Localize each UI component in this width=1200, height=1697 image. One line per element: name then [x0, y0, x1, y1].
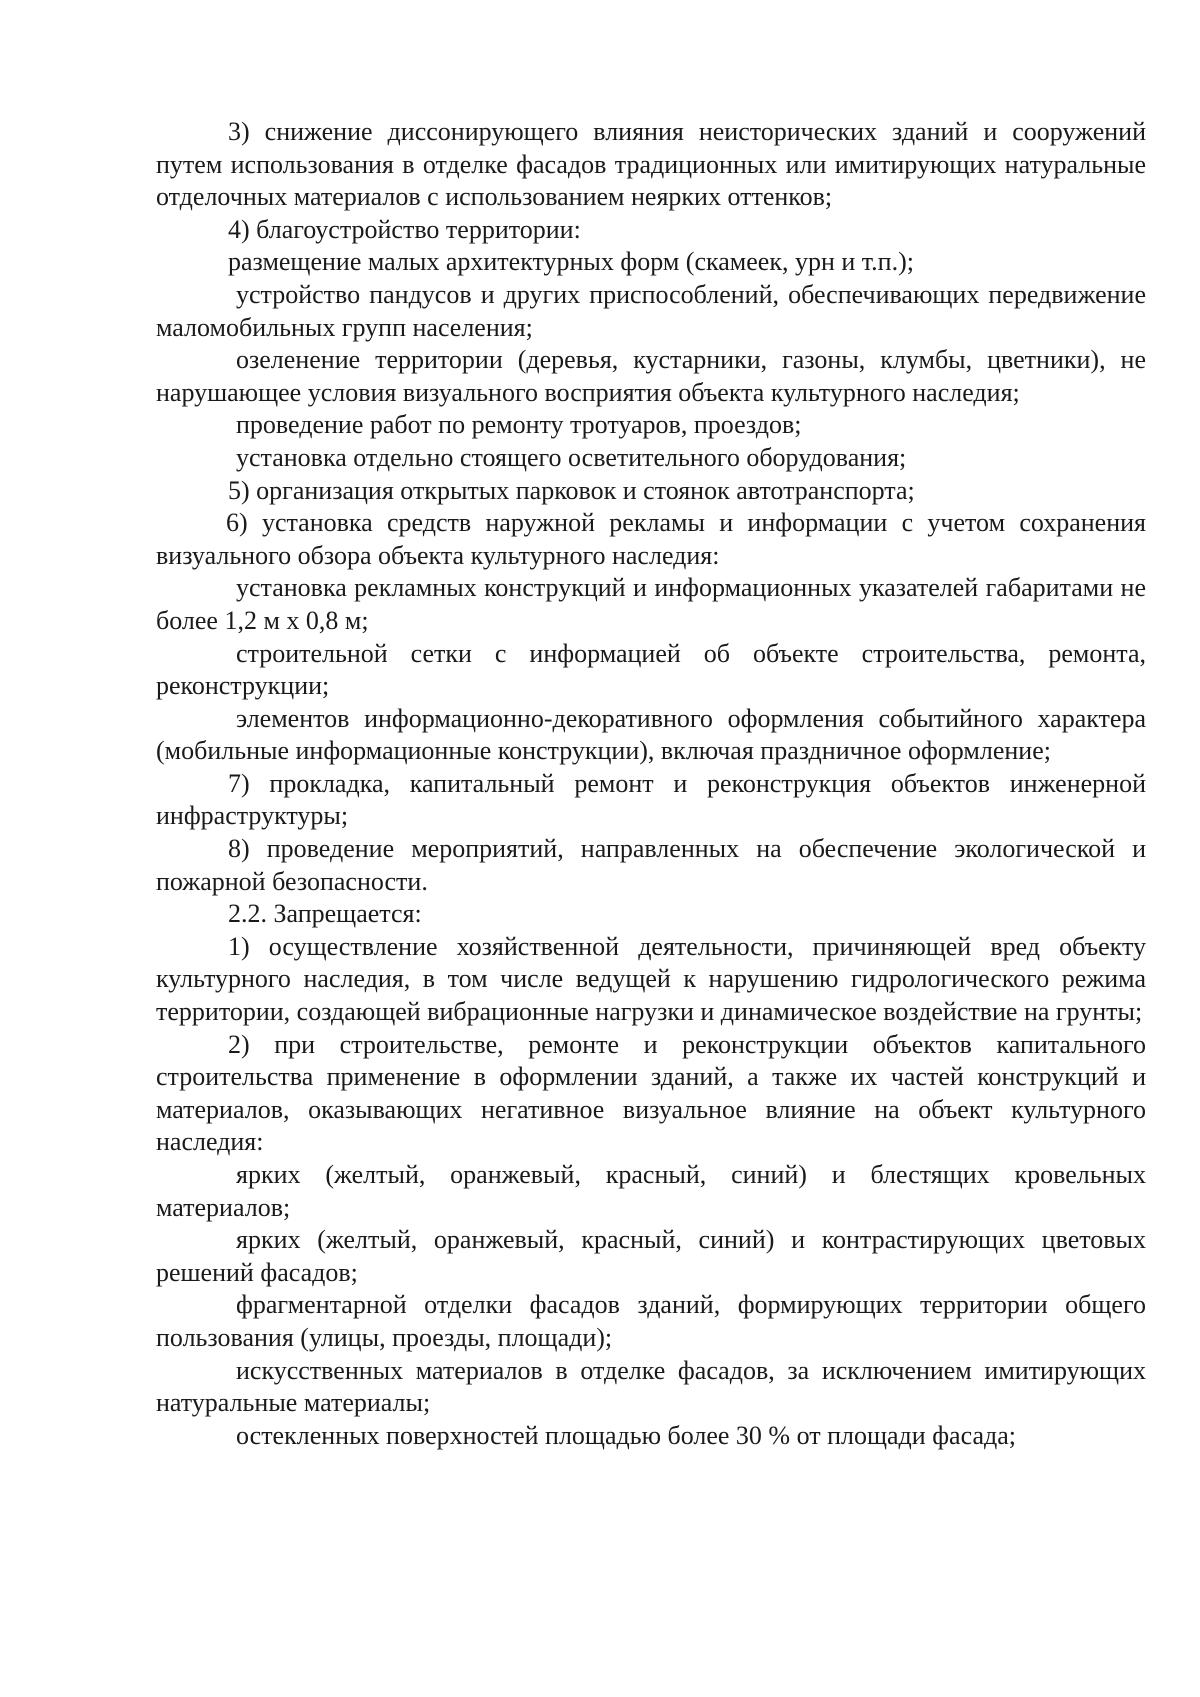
paragraph-ramps: устройство пандусов и других приспособлений, обеспечивающих передвижение маломобильных групп населения; [156, 279, 1146, 342]
paragraph-item-8: 8) проведение мероприятий, направленных на обеспечение экологической и пожарной безопасности. [156, 834, 1146, 896]
paragraph-item-6: 6) установка средств наружной рекламы и информации с учетом сохранения визуального обзора объекта культурного наследия: [156, 508, 1146, 570]
paragraph-ad-structures: установка рекламных конструкций и информационных указателей габаритами не более 1,2 м х 0,8 м; [156, 573, 1146, 635]
paragraph-bright-facades: ярких (желтый, оранжевый, красный, синий) и контрастирующих цветовых решений фасадов; [156, 1225, 1146, 1287]
paragraph-artificial-materials: искусственных материалов в отделке фасадов, за исключением имитирующих натуральные материалы; [156, 1355, 1146, 1418]
paragraph-item-3: 3) снижение диссонирующего влияния неисторических зданий и сооружений путем использования в отделке фасадов традиционных или имитирующих натуральные отделочных материалов с использованием неярких оттенков; [156, 117, 1146, 212]
paragraph-greening: озеленение территории (деревья, кустарники, газоны, клумбы, цветники), не нарушающее условия визуального восприятия объекта культурного наследия; [156, 345, 1146, 407]
paragraph-glazed-surfaces: остекленных поверхностей площадью более 30 % от площади фасада; [236, 1420, 1016, 1450]
paragraph-lighting: установка отдельно стоящего осветительного оборудования; [236, 442, 907, 472]
paragraph-small-forms: размещение малых архитектурных форм (скамеек, урн и т.п.); [228, 247, 914, 277]
section-heading-2-2: 2.2. Запрещается: [228, 899, 422, 929]
paragraph-fragmentary-finish: фрагментарной отделки фасадов зданий, формирующих территории общего пользования (улицы, проезды, площади); [156, 1290, 1146, 1352]
paragraph-item-7: 7) прокладка, капитальный ремонт и реконструкция объектов инженерной инфраструктуры; [156, 768, 1146, 831]
paragraph-item-4: 4) благоустройство территории: [228, 214, 581, 244]
paragraph-prohibited-1: 1) осуществление хозяйственной деятельности, причиняющей вред объекту культурного наследия, в том числе ведущей к нарушению гидрологического режима территории, создающей вибрационные нагрузки и динамическое воздействие на грунты; [156, 931, 1146, 1027]
paragraph-sidewalks: проведение работ по ремонту тротуаров, проездов; [236, 410, 802, 440]
paragraph-item-5: 5) организация открытых парковок и стоянок автотранспорта; [228, 475, 915, 505]
paragraph-bright-roofing: ярких (желтый, оранжевый, красный, синий) и блестящих кровельных материалов; [156, 1160, 1146, 1222]
paragraph-decorative-elements: элементов информационно-декоративного оформления событийного характера (мобильные информационные конструкции), включая праздничное оформление; [156, 703, 1146, 766]
document-body [156, 116, 1146, 1452]
paragraph-prohibited-2: 2) при строительстве, ремонте и реконструкции объектов капитального строительства применение в оформлении зданий, а также их частей конструкций и материалов, оказывающих негативное визуальное влияние на объект культурного наследия: [156, 1029, 1146, 1157]
paragraph-construction-mesh: строительной сетки с информацией об объекте строительства, ремонта, реконструкции; [156, 638, 1146, 701]
